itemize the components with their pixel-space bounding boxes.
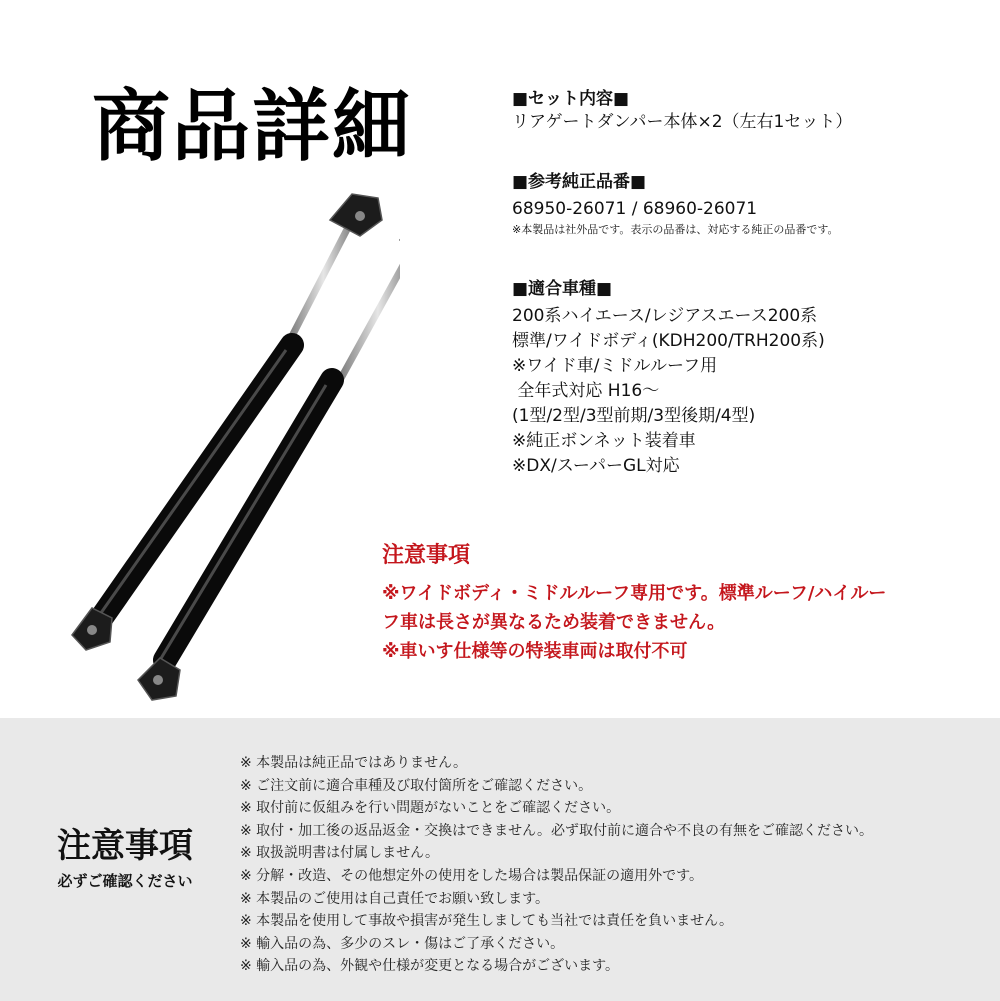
notice-item: ※ 本製品を使用して事故や損害が発生しましても当社では責任を負いません。	[240, 913, 734, 930]
vehicle-line: (1型/2型/3型前期/3型後期/4型)	[512, 406, 756, 426]
damper-right	[138, 220, 400, 700]
vehicle-line: 200系ハイエース/レジアスエース200系	[512, 306, 818, 326]
notice-item: ※ 分解・改造、その他想定外の使用をした場合は製品保証の適用外です。	[240, 867, 704, 884]
damper-left	[72, 194, 382, 650]
notice-list	[240, 752, 873, 978]
notice-item: ※ 本製品は純正品ではありません。	[240, 755, 468, 771]
caution-line: ※ワイドボディ・ミドルルーフ専用です。標準ルーフ/ハイルー	[382, 583, 887, 604]
vehicle-line: 全年式対応 H16～	[512, 381, 660, 401]
part-number-line: 68950-26071 / 68960-26071	[512, 199, 758, 219]
notice-item: ※ 本製品のご使用は自己責任でお願い致します。	[240, 890, 550, 907]
caution-line: フ車は長さが異なるため装着できません。	[382, 612, 726, 633]
vehicle-line: 標準/ワイドボディ(KDH200/TRH200系)	[512, 331, 825, 351]
notice-heading	[40, 826, 210, 891]
notice-item: ※ 取付・加工後の返品返金・交換はできません。必ず取付前に適合や不良の有無をご確認ください。	[240, 822, 874, 839]
gas-damper-product-image	[60, 180, 400, 720]
vehicle-section	[512, 278, 982, 479]
part-number-section	[512, 171, 982, 238]
notice-title: 注意事項	[57, 826, 193, 866]
part-number-note: ※本製品は社外品です。表示の品番は、対応する純正の品番です。	[512, 223, 839, 236]
page-title: 商品詳細	[92, 82, 413, 172]
notice-item: ※ 取扱説明書は付属しません。	[240, 845, 440, 862]
vehicle-line: ※DX/スーパーGL対応	[512, 456, 680, 476]
notice-item: ※ ご注文前に適合車種及び取付箇所をご確認ください。	[240, 777, 593, 794]
caution-block	[382, 538, 942, 666]
vehicle-line: ※ワイド車/ミドルルーフ用	[512, 356, 718, 376]
notice-item: ※ 取付前に仮組みを行い問題がないことをご確認ください。	[240, 800, 621, 817]
spec-block	[512, 88, 982, 509]
set-contents-title: ■セット内容■	[512, 89, 630, 109]
caution-title: 注意事項	[382, 543, 471, 568]
vehicle-line: ※純正ボンネット装着車	[512, 431, 696, 451]
vehicle-title: ■適合車種■	[512, 279, 613, 299]
notice-item: ※ 輸入品の為、多少のスレ・傷はご了承ください。	[240, 935, 565, 952]
set-contents-section	[512, 88, 982, 135]
set-contents-line: リアゲートダンパー本体×2（左右1セット）	[512, 112, 853, 132]
notice-subtitle: 必ずご確認ください	[57, 872, 193, 890]
part-number-title: ■参考純正品番■	[512, 172, 647, 192]
caution-line: ※車いす仕様等の特装車両は取付不可	[382, 641, 688, 662]
notice-item: ※ 輸入品の為、外観や仕様が変更となる場合がございます。	[240, 958, 620, 975]
